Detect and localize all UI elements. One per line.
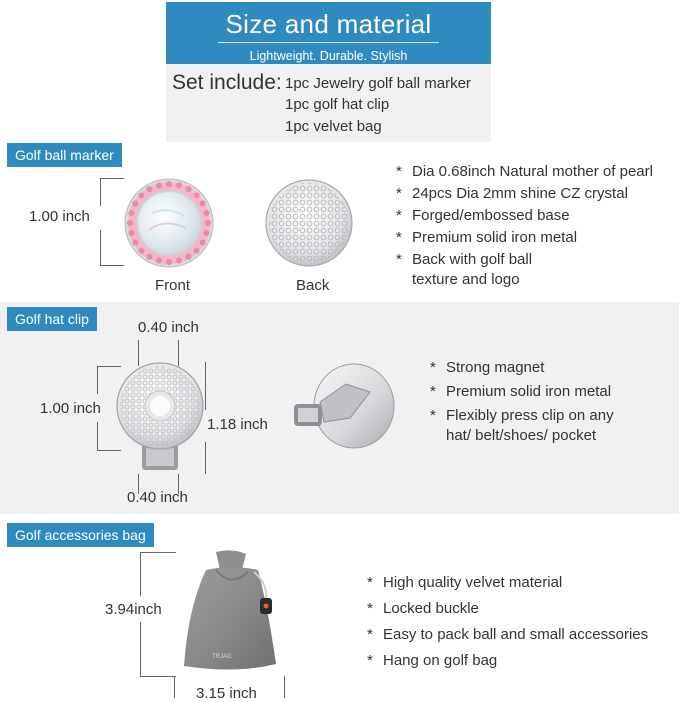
clip-bottom-size-label: 0.40 inch xyxy=(127,489,188,506)
list-item: * Flexibly press clip on any xyxy=(430,407,614,424)
clip-feature-list xyxy=(430,357,614,445)
dim-line xyxy=(284,676,285,698)
list-item: * Premium solid iron metal xyxy=(430,383,612,400)
list-item: * Forged/embossed base xyxy=(396,207,570,224)
dim-line xyxy=(140,552,141,596)
marker-feature-list xyxy=(396,161,653,289)
clip-right-size-label: 1.18 inch xyxy=(207,416,268,433)
section-tag-hat-clip: Golf hat clip xyxy=(7,307,97,331)
list-item: * Easy to pack ball and small accessories xyxy=(367,626,649,643)
ball-marker-back-image xyxy=(264,178,354,268)
bag-height-label: 3.94inch xyxy=(105,601,162,618)
list-item: * Locked buckle xyxy=(367,600,479,617)
dim-line-bottom xyxy=(100,265,124,266)
clip-top-size-label: 0.40 inch xyxy=(138,319,199,336)
list-item: * Strong magnet xyxy=(430,359,545,376)
dim-line-vertical-upper xyxy=(100,178,101,206)
marker-size-label: 1.00 inch xyxy=(29,208,90,225)
dim-line xyxy=(140,552,176,553)
bag-feature-list xyxy=(367,572,648,676)
page-title: Size and material xyxy=(225,9,432,39)
velvet-bag-image xyxy=(176,548,286,678)
clip-left-size-label: 1.00 inch xyxy=(40,400,101,417)
bag-width-label: 3.15 inch xyxy=(196,685,257,702)
hat-clip-side-image xyxy=(290,362,396,452)
dim-line xyxy=(174,676,175,698)
section-tag-bag: Golf accessories bag xyxy=(7,523,154,547)
dim-line xyxy=(97,422,98,451)
page-subtitle: Lightweight. Durable. Stylish xyxy=(249,49,408,63)
set-item-2: 1pc golf hat clip xyxy=(285,96,390,113)
list-item: * High quality velvet material xyxy=(367,574,563,591)
dim-line-vertical-lower xyxy=(100,230,101,266)
list-item: * Dia 0.68inch Natural mother of pearl xyxy=(396,163,653,180)
hat-clip-front-image xyxy=(112,362,208,478)
dim-line xyxy=(97,366,98,394)
set-include-label: Set include: xyxy=(172,71,282,94)
set-item-3: 1pc velvet bag xyxy=(285,118,382,135)
list-item: * Premium solid iron metal xyxy=(396,229,578,246)
ball-marker-front-image xyxy=(124,178,214,268)
set-include-box xyxy=(166,64,491,142)
list-item-continuation: hat/ belt/shoes/ pocket xyxy=(446,427,597,444)
list-item-continuation: texture and logo xyxy=(412,271,520,288)
section-tag-ball-marker: Golf ball marker xyxy=(7,143,122,167)
dim-line xyxy=(140,622,141,677)
set-item-1: 1pc Jewelry golf ball marker xyxy=(285,75,471,92)
dim-line-top xyxy=(100,178,124,179)
title-underline xyxy=(218,42,439,43)
bag-brand-text: TRJAG xyxy=(212,654,232,660)
title-banner xyxy=(166,2,491,64)
dim-line xyxy=(140,676,176,677)
back-label: Back xyxy=(296,277,330,294)
list-item: * Hang on golf bag xyxy=(367,652,498,669)
list-item: * Back with golf ball xyxy=(396,251,533,268)
front-label: Front xyxy=(155,277,191,294)
list-item: * 24pcs Dia 2mm shine CZ crystal xyxy=(396,185,628,202)
